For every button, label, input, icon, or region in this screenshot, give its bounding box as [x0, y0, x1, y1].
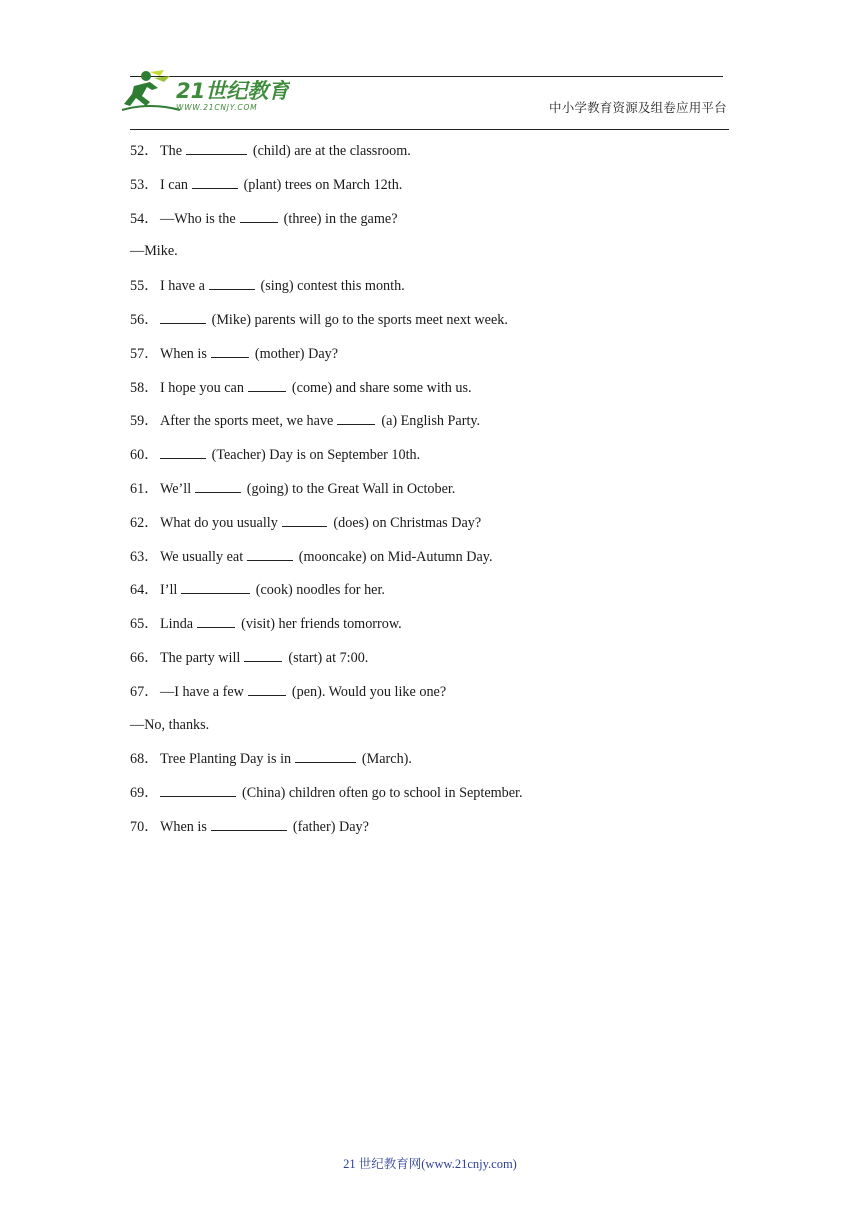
- answer-blank[interactable]: [160, 309, 206, 324]
- question-item: [130, 174, 750, 208]
- question-item: [130, 748, 750, 782]
- question-text-before: —Mike.: [130, 243, 178, 260]
- question-text-after: (Teacher) Day is on September 10th.: [211, 447, 421, 464]
- question-text-before: After the sports meet, we have: [160, 413, 334, 430]
- answer-blank[interactable]: [211, 343, 249, 358]
- question-number: 55．: [130, 278, 159, 295]
- answer-blank[interactable]: [209, 275, 255, 290]
- question-text-before: —No, thanks.: [130, 716, 210, 733]
- header-tagline: 中小学教育资源及组卷应用平台: [549, 100, 727, 115]
- question-number: 53．: [130, 176, 159, 193]
- answer-blank[interactable]: [181, 579, 249, 594]
- question-text-after: (cook) noodles for her.: [255, 582, 385, 599]
- question-number: 57．: [130, 345, 159, 362]
- question-item: [130, 782, 750, 816]
- answer-blank[interactable]: [244, 647, 282, 662]
- question-text-before: The party will: [160, 649, 241, 666]
- question-text-after: (father) Day?: [292, 818, 369, 835]
- question-text-after: (visit) her friends tomorrow.: [241, 616, 402, 633]
- question-item: [130, 579, 750, 613]
- answer-blank[interactable]: [248, 681, 286, 696]
- question-text-after: (a) English Party.: [381, 413, 481, 430]
- answer-blank[interactable]: [186, 140, 247, 155]
- question-item: [130, 208, 750, 242]
- answer-blank[interactable]: [248, 377, 286, 392]
- question-item: [130, 478, 750, 512]
- question-text-before: The: [160, 143, 183, 159]
- answer-blank[interactable]: [195, 478, 241, 493]
- question-text-after: (going) to the Great Wall in October.: [246, 480, 456, 497]
- question-text-before: I’ll: [160, 582, 178, 599]
- answer-blank[interactable]: [160, 444, 206, 459]
- question-text-before: I have a: [160, 278, 205, 295]
- question-number: 61．: [130, 480, 159, 497]
- question-number: 52．: [130, 143, 159, 159]
- answer-blank[interactable]: [240, 208, 278, 223]
- answer-blank[interactable]: [282, 512, 328, 527]
- question-list: [130, 140, 750, 850]
- question-text-after: (China) children often go to school in September.: [242, 785, 523, 802]
- question-text-after: (come) and share some with us.: [291, 379, 472, 396]
- question-text-after: (three) in the game?: [283, 210, 398, 227]
- question-text-after: (start) at 7:00.: [288, 649, 369, 666]
- question-text-after: (Mike) parents will go to the sports meet next week.: [211, 311, 508, 328]
- answer-blank[interactable]: [211, 816, 287, 831]
- question-item: [130, 275, 750, 309]
- question-number: 66．: [130, 649, 159, 666]
- answer-blank[interactable]: [247, 546, 293, 561]
- question-text-before: I hope you can: [160, 379, 244, 396]
- site-logo: [120, 66, 290, 114]
- question-text-before: We usually eat: [160, 548, 244, 565]
- question-item: [130, 343, 750, 377]
- question-number: 67．: [130, 683, 159, 700]
- question-number: 65．: [130, 616, 159, 633]
- question-number: 54．: [130, 210, 159, 227]
- question-number: 56．: [130, 311, 159, 328]
- question-text-before: We’ll: [160, 480, 192, 497]
- page-header: [0, 0, 860, 135]
- question-item: [130, 613, 750, 647]
- question-text-after: (child) are at the classroom.: [252, 143, 411, 159]
- header-bottom-rule: [130, 129, 729, 130]
- question-item: [130, 241, 750, 275]
- question-number: 70．: [130, 818, 159, 835]
- question-text-before: I can: [160, 176, 188, 193]
- question-number: 68．: [130, 751, 159, 768]
- question-text-after: (does) on Christmas Day?: [333, 514, 482, 531]
- question-text-after: (mooncake) on Mid-Autumn Day.: [298, 548, 493, 565]
- question-text-after: (pen). Would you like one?: [291, 683, 447, 700]
- question-text-after: (March).: [361, 751, 412, 768]
- question-item: [130, 140, 750, 174]
- question-item: [130, 546, 750, 580]
- question-text-after: (sing) contest this month.: [260, 278, 405, 295]
- question-item: [130, 309, 750, 343]
- question-text-before: —I have a few: [160, 683, 244, 700]
- answer-blank[interactable]: [192, 174, 238, 189]
- question-text-before: Tree Planting Day is in: [160, 751, 292, 768]
- question-item: [130, 816, 750, 850]
- logo-text: 21世纪教育: [176, 79, 290, 103]
- question-number: 69．: [130, 785, 159, 802]
- question-number: 64．: [130, 582, 159, 599]
- answer-blank[interactable]: [160, 782, 236, 797]
- question-number: 58．: [130, 379, 159, 396]
- answer-blank[interactable]: [337, 410, 375, 425]
- question-number: 60．: [130, 447, 159, 464]
- question-item: [130, 715, 750, 749]
- question-item: [130, 444, 750, 478]
- answer-blank[interactable]: [295, 748, 356, 763]
- question-text-before: When is: [160, 818, 207, 835]
- question-text-before: When is: [160, 345, 207, 362]
- question-number: 63．: [130, 548, 159, 565]
- answer-blank[interactable]: [197, 613, 235, 628]
- question-item: [130, 512, 750, 546]
- question-text-before: What do you usually: [160, 514, 278, 531]
- question-number: 59．: [130, 413, 159, 430]
- question-text-before: Linda: [160, 616, 194, 633]
- runner-icon: [122, 70, 180, 110]
- question-number: 62．: [130, 514, 159, 531]
- question-item: [130, 681, 750, 715]
- question-text-after: (mother) Day?: [254, 345, 339, 362]
- page-footer: 21 世纪教育网(www.21cnjy.com): [343, 1157, 517, 1171]
- question-text-before: —Who is the: [160, 210, 236, 227]
- question-item: [130, 410, 750, 444]
- question-item: [130, 647, 750, 681]
- question-text-after: (plant) trees on March 12th.: [243, 176, 403, 193]
- logo-url: WWW.21CNJY.COM: [176, 103, 258, 112]
- question-item: [130, 377, 750, 411]
